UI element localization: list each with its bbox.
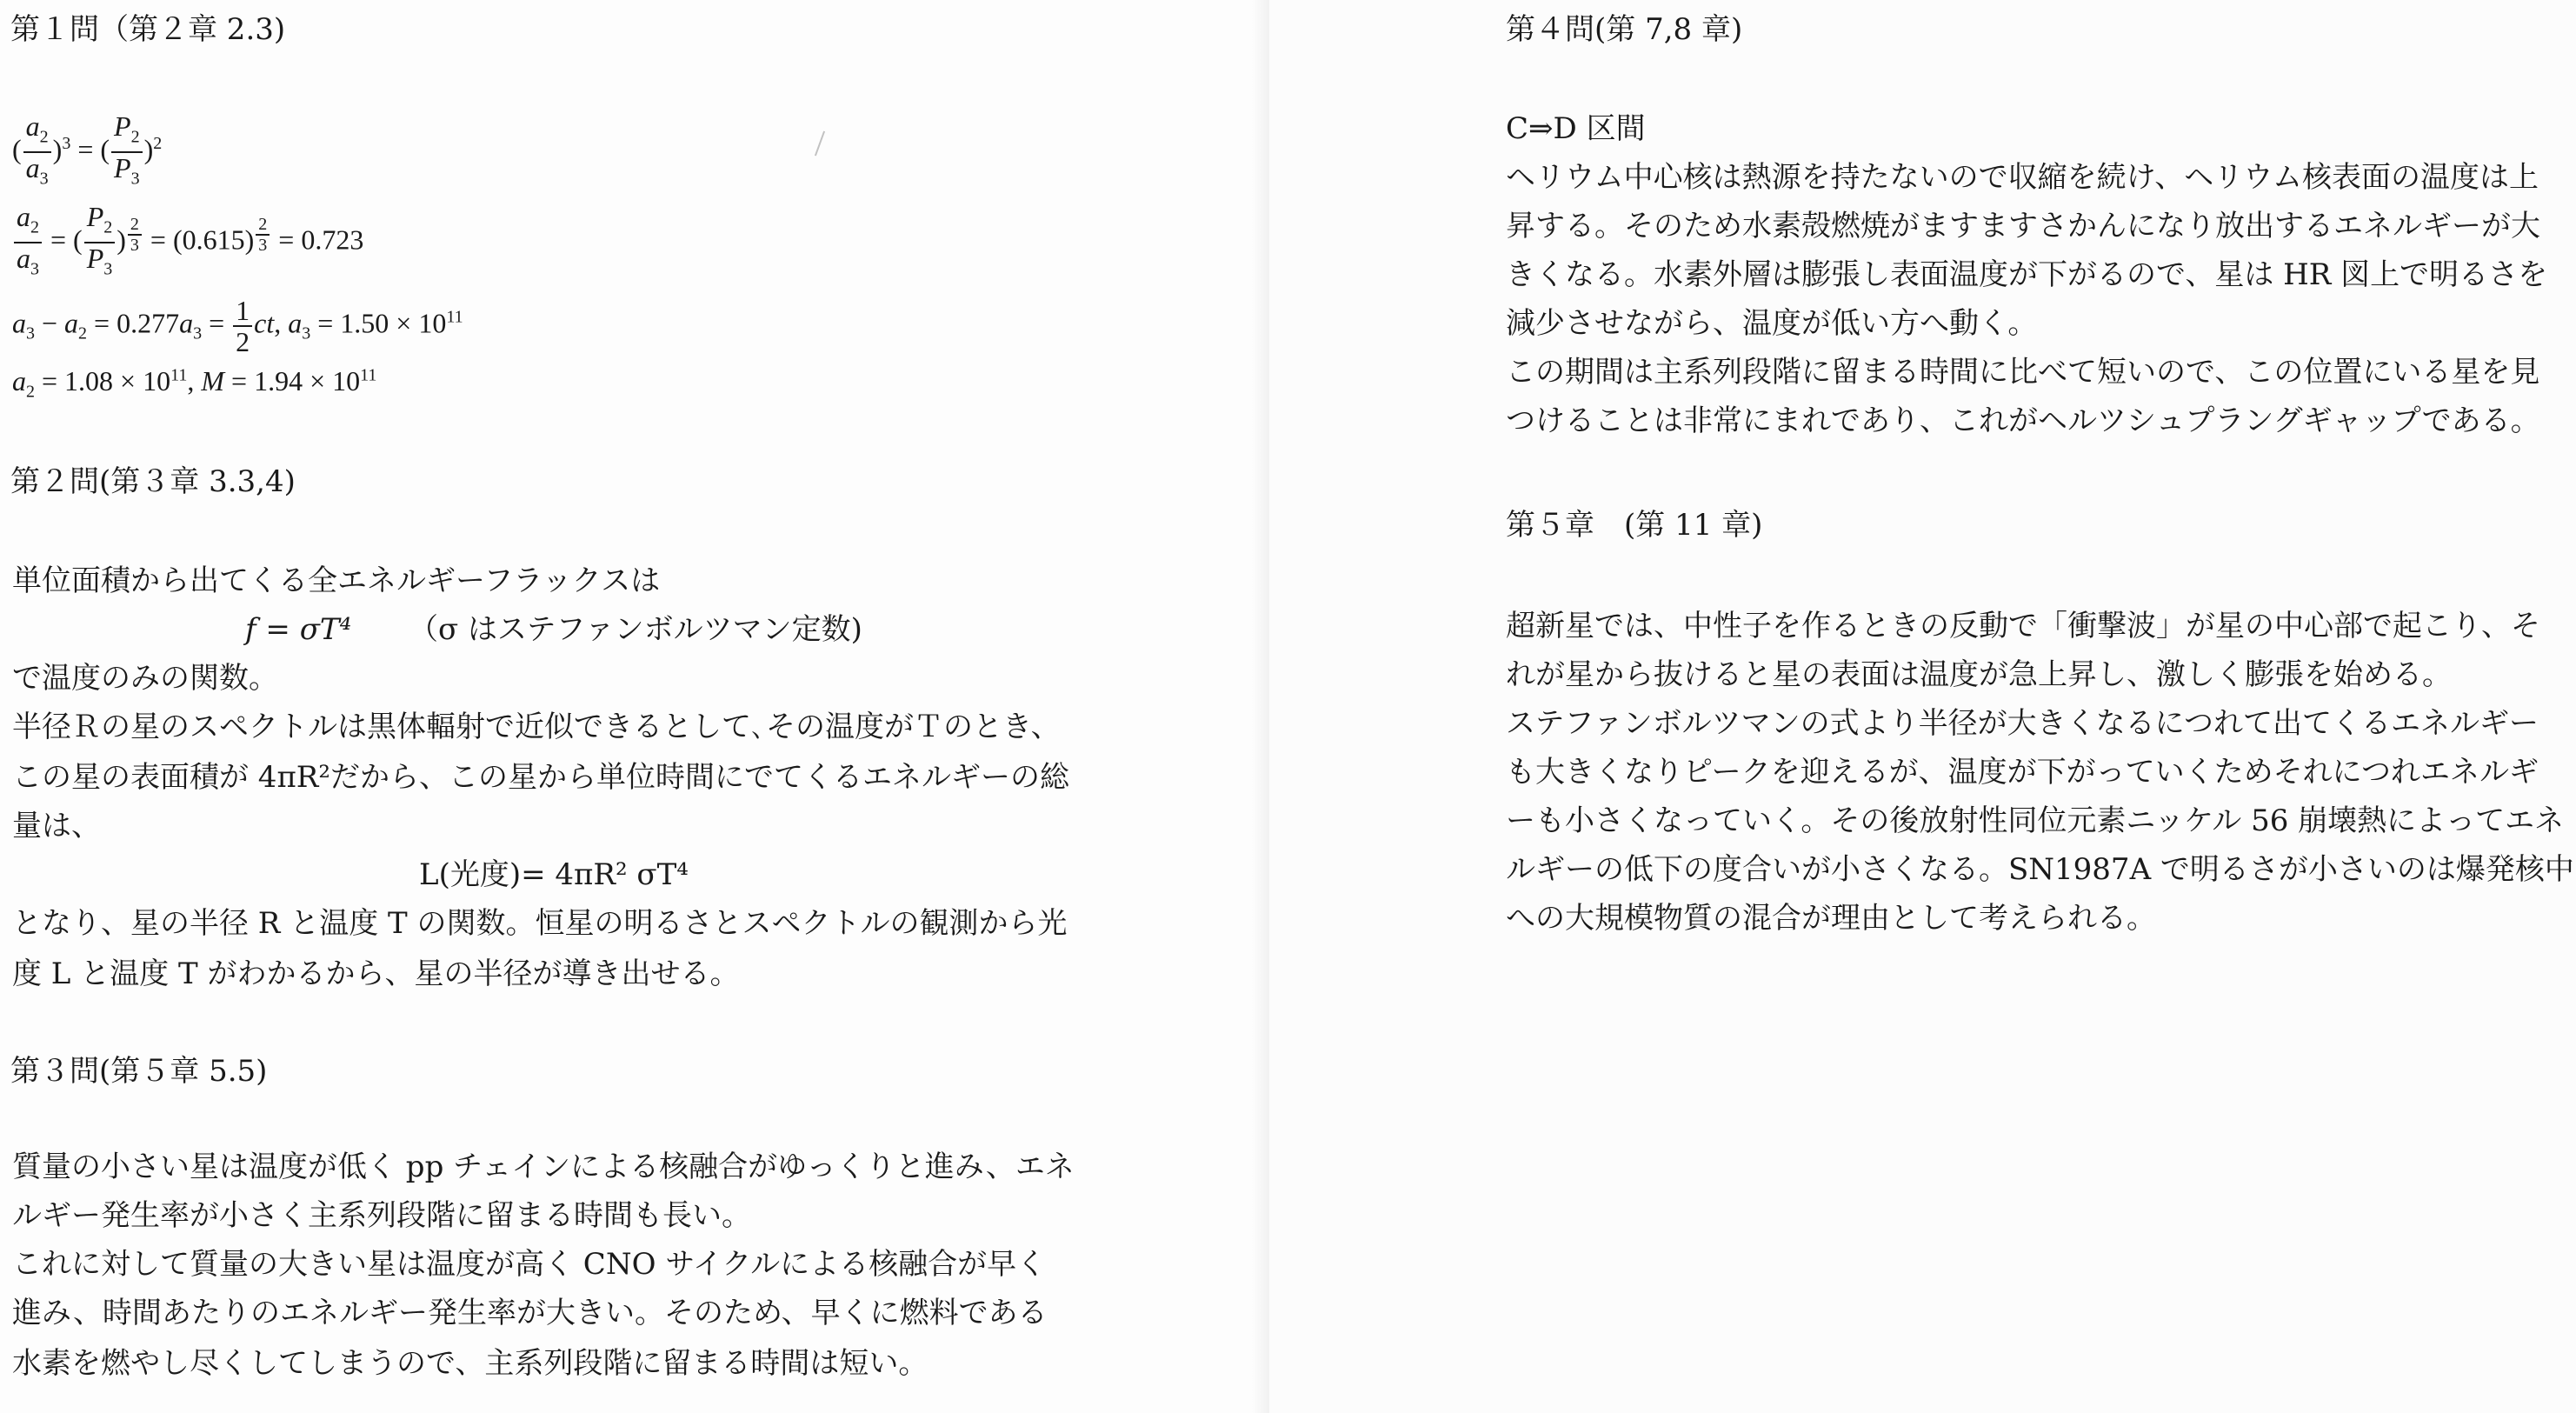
q3-line-2: ルギー発生率が小さく主系列段階に留まる時間も長い。 bbox=[12, 1198, 751, 1233]
q2-line-7: 度 L と温度 T がわかるから、星の半径が導き出せる。 bbox=[12, 956, 740, 991]
left-page bbox=[0, 0, 1269, 1413]
q3-line-5: 水素を燃やし尽くしてしまうので、主系列段階に留まる時間は短い。 bbox=[12, 1346, 929, 1381]
q2-formula-note: （σ はステファンボルツマン定数) bbox=[409, 612, 862, 647]
q2-line-4: この星の表面積が 4πR²だから、この星から単位時間にでてくるエネルギーの総 bbox=[12, 760, 1070, 795]
q5-heading: 第５章 (第 11 章) bbox=[1506, 508, 1763, 543]
q1-equation-2: $\frac{a_2}{a_3}$ = ( $\frac{P_2}{P_3}$ ) $^{\frac{2}{3}}$ = (0.615) $^{\frac{2}{3}}$ = 0.723 bbox=[12, 202, 363, 284]
q3-line-3: これに対して質量の大きい星は温度が高く CNO サイクルによる核融合が早く bbox=[12, 1247, 1047, 1282]
q3-line-1: 質量の小さい星は温度が低く pp チェインによる核融合がゆっくりと進み、エネ bbox=[12, 1150, 1075, 1184]
q5-line-2: れが星から抜けると星の表面は温度が急上昇し、激しく膨張を始める。 bbox=[1506, 657, 2452, 692]
q2-line-1: 単位面積から出てくる全エネルギーフラックスは bbox=[12, 563, 661, 598]
q2-line-6: となり、星の半径 R と温度 T の関数。恒星の明るさとスペクトルの観測から光 bbox=[12, 906, 1068, 941]
q4-line-3: きくなる。水素外層は膨張し表面温度が下がるので、星は HR 図上で明るさを bbox=[1506, 257, 2548, 292]
q2-heading: 第２問(第３章 3.3,4) bbox=[10, 464, 296, 499]
q1-equation-1: ( $\frac{a_2}{a_3}$ )$^3$ = ( $\frac{P_2}{P_3}$ )$^2$ bbox=[12, 110, 163, 189]
q2-line-3: 半径Ｒの星のスペクトルは黒体輻射で近似できるとして､その温度がＴのとき、 bbox=[12, 710, 1061, 744]
q5-line-5: ーも小さくなっていく。その後放射性同位元素ニッケル 56 崩壊熱によってエネ bbox=[1506, 803, 2565, 838]
q4-line-1: ヘリウム中心核は熱源を持たないので収縮を続け、ヘリウム核表面の温度は上 bbox=[1506, 160, 2539, 195]
q4-heading: 第４問(第 7,8 章) bbox=[1506, 12, 1743, 47]
q4-subheading: C⇒D 区間 bbox=[1506, 111, 1646, 146]
q4-line-5: この期間は主系列段階に留まる時間に比べて短いので、この位置にいる星を見 bbox=[1506, 355, 2540, 390]
q5-line-6: ルギーの低下の度合いが小さくなる。SN1987A で明るさが小さいのは爆発核中 bbox=[1506, 852, 2574, 887]
q2-formula: f = σT⁴ bbox=[245, 612, 352, 647]
q3-heading: 第３問(第５章 5.5) bbox=[10, 1054, 268, 1089]
q2-formula-2: L(光度)= 4πR² σT⁴ bbox=[419, 857, 689, 892]
q4-line-6: つけることは非常にまれであり、これがヘルツシュプラングギャップである。 bbox=[1506, 403, 2540, 438]
q5-line-4: も大きくなりピークを迎えるが、温度が下がっていくためそれにつれエネルギ bbox=[1506, 755, 2539, 790]
q1-heading: 第１問（第２章 2.3) bbox=[10, 12, 286, 47]
q3-line-4: 進み、時間あたりのエネルギー発生率が大きい。そのため、早くに燃料である bbox=[12, 1296, 1048, 1330]
q5-line-1: 超新星では、中性子を作るときの反動で「衝撃波」が星の中心部で起こり、そ bbox=[1506, 609, 2540, 643]
q4-line-2: 昇する。そのため水素殻燃焼がますますさかんになり放出するエネルギーが大 bbox=[1506, 209, 2540, 243]
q1-equation-3: $a_3 - a_2 = 0.277a_3$ = $\frac{1}{2}$ ct, $a_3 = 1.50 \times 10^{11}$ bbox=[12, 295, 463, 357]
q2-line-2: で温度のみの関数。 bbox=[12, 661, 278, 696]
q5-line-3: ステファンボルツマンの式より半径が大きくなるにつれて出てくるエネルギー bbox=[1506, 706, 2539, 741]
q4-line-4: 減少させながら、温度が低い方へ動く。 bbox=[1506, 306, 2038, 341]
q5-line-7: への大規模物質の混合が理由として考えられる。 bbox=[1506, 901, 2156, 936]
right-page bbox=[1269, 0, 2576, 1413]
scan-mark bbox=[815, 131, 825, 157]
q1-equation-4: $a_2 = 1.08 \times 10^{11}$, $M = 1.94 \times 10^{11}$ bbox=[12, 365, 377, 402]
q2-line-5: 量は、 bbox=[12, 809, 101, 843]
